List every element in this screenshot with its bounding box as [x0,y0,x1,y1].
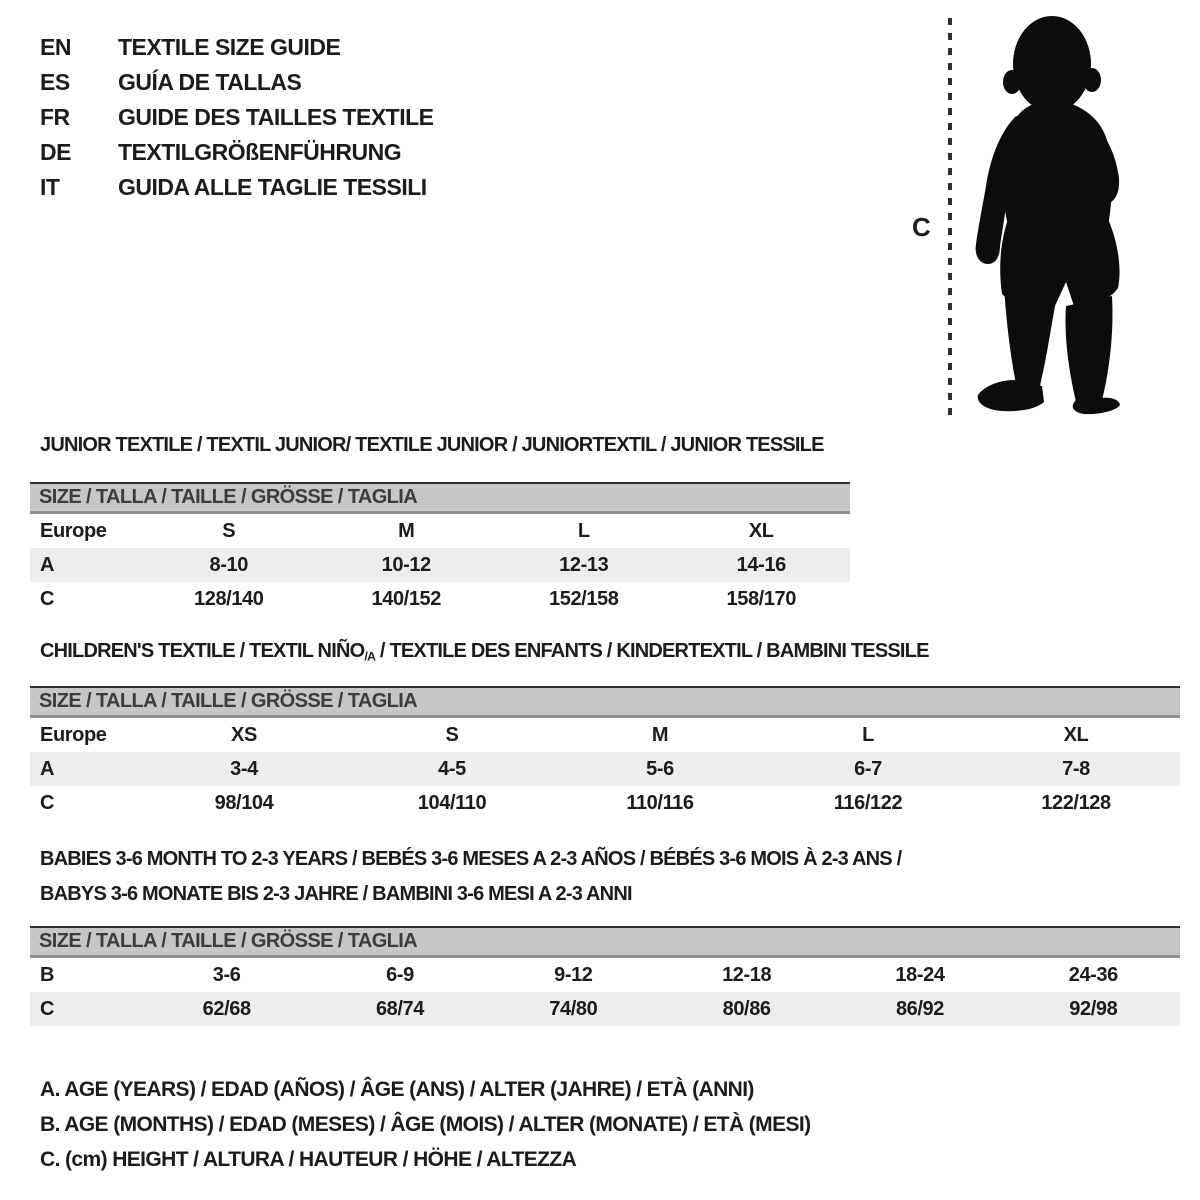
language-row-it [40,170,434,205]
size-col-header: XS [231,723,257,746]
children-size-table [30,686,1180,820]
height-measure-line [946,18,954,418]
table-cell: 24-36 [1068,963,1118,986]
table-cell: 92/98 [1069,997,1118,1020]
language-title-list [40,30,434,205]
row-label: B [40,963,55,986]
table-cell: 122/128 [1041,791,1111,814]
guide-title: TEXTILGRÖßENFÜHRUNG [118,139,402,165]
language-code: FR [40,104,70,130]
table-cell: 68/74 [375,997,425,1020]
legend [40,1072,811,1177]
table-cell: 158/170 [726,587,796,610]
guide-title: GUÍA DE TALLAS [118,69,302,95]
language-row-de [40,135,434,170]
table-cell: 12-13 [559,553,609,576]
table-cell: 14-16 [736,553,786,576]
language-code: ES [40,69,70,95]
table-cell: 6-7 [854,757,882,780]
table-row-height-cm [30,582,850,616]
size-col-header: L [577,519,590,542]
table-cell: 3-6 [212,963,241,986]
language-code: IT [40,174,60,200]
table-row-europe [30,514,850,548]
table-cell: 3-4 [230,757,258,780]
table-row-height-cm [30,786,1180,820]
table-row-age-months [30,958,1180,992]
table-cell: 7-8 [1062,757,1090,780]
table-cell: 152/158 [549,587,619,610]
language-code: DE [40,139,71,165]
size-col-header: XL [748,519,774,542]
size-col-header: L [862,723,874,746]
table-row-europe [30,718,1180,752]
table-cell: 104/110 [417,791,487,814]
table-cell: 86/92 [895,997,944,1020]
size-header-bar: SIZE / TALLA / TAILLE / GRÖSSE / TAGLIA [30,482,850,514]
table-cell: 74/80 [549,997,598,1020]
height-measure-label: C [912,212,931,242]
row-label: C [40,791,55,814]
guide-title: TEXTILE SIZE GUIDE [118,34,341,60]
table-cell: 6-9 [386,963,414,986]
size-col-header: S [445,723,459,746]
table-cell: 5-6 [646,757,674,780]
table-cell: 98/104 [214,791,274,814]
size-col-header: XL [1063,723,1089,746]
table-cell: 4-5 [438,757,466,780]
size-col-header: M [651,723,669,746]
table-cell: 128/140 [194,587,264,610]
size-col-header: S [222,519,236,542]
babies-section-heading-line2: BABYS 3-6 MONATE BIS 2-3 JAHRE / BAMBINI 3-6 MESI A 2-3 ANNI [40,883,632,905]
row-label: Europe [40,723,107,746]
language-code: EN [40,34,71,60]
heading-text: / TEXTILE DES ENFANTS / KINDERTEXTIL / BAMBINI TESSILE [375,640,929,662]
junior-section-heading: JUNIOR TEXTILE / TEXTIL JUNIOR/ TEXTILE JUNIOR / JUNIORTEXTIL / JUNIOR TESSILE [40,434,824,456]
table-cell: 116/122 [833,791,903,814]
language-row-es [40,65,434,100]
table-cell: 9-12 [554,963,593,986]
children-section-heading [40,640,929,663]
guide-title: GUIDE DES TAILLES TEXTILE [118,104,434,130]
row-label: A [40,553,55,576]
baby-silhouette-icon [964,14,1132,416]
size-header-bar: SIZE / TALLA / TAILLE / GRÖSSE / TAGLIA [30,686,1180,718]
height-figure [900,0,1200,440]
row-label: C [40,587,55,610]
table-cell: 80/86 [722,997,771,1020]
babies-size-table [30,926,1180,1026]
table-cell: 10-12 [381,553,431,576]
size-col-header: M [398,519,415,542]
language-row-fr [40,100,434,135]
table-cell: 140/152 [371,587,441,610]
table-cell: 8-10 [209,553,248,576]
row-label: Europe [40,519,107,542]
table-row-height-cm [30,992,1180,1026]
legend-line-b: B. AGE (MONTHS) / EDAD (MESES) / ÂGE (MOIS) / ALTER (MONATE) / ETÀ (MESI) [40,1112,811,1136]
junior-size-table [30,482,850,616]
heading-text: CHILDREN'S TEXTILE / TEXTIL NIÑO [40,640,365,662]
row-label: A [40,757,55,780]
table-cell: 62/68 [202,997,251,1020]
legend-line-c: C. (cm) HEIGHT / ALTURA / HAUTEUR / HÖHE / ALTEZZA [40,1147,577,1171]
heading-subscript: /A [364,649,376,664]
table-cell: 18-24 [895,963,945,986]
table-row-age-years [30,548,850,582]
table-cell: 12-18 [722,963,772,986]
legend-line-a: A. AGE (YEARS) / EDAD (AÑOS) / ÂGE (ANS) / ALTER (JAHRE) / ETÀ (ANNI) [40,1077,754,1101]
size-header-bar: SIZE / TALLA / TAILLE / GRÖSSE / TAGLIA [30,926,1180,958]
babies-section-heading-line1: BABIES 3-6 MONTH TO 2-3 YEARS / BEBÉS 3-6 MESES A 2-3 AÑOS / BÉBÉS 3-6 MOIS À 2-3 ANS / [40,848,902,870]
language-row-en [40,30,434,65]
row-label: C [40,997,55,1020]
table-cell: 110/116 [626,791,694,814]
guide-title: GUIDA ALLE TAGLIE TESSILI [118,174,427,200]
table-row-age-years [30,752,1180,786]
